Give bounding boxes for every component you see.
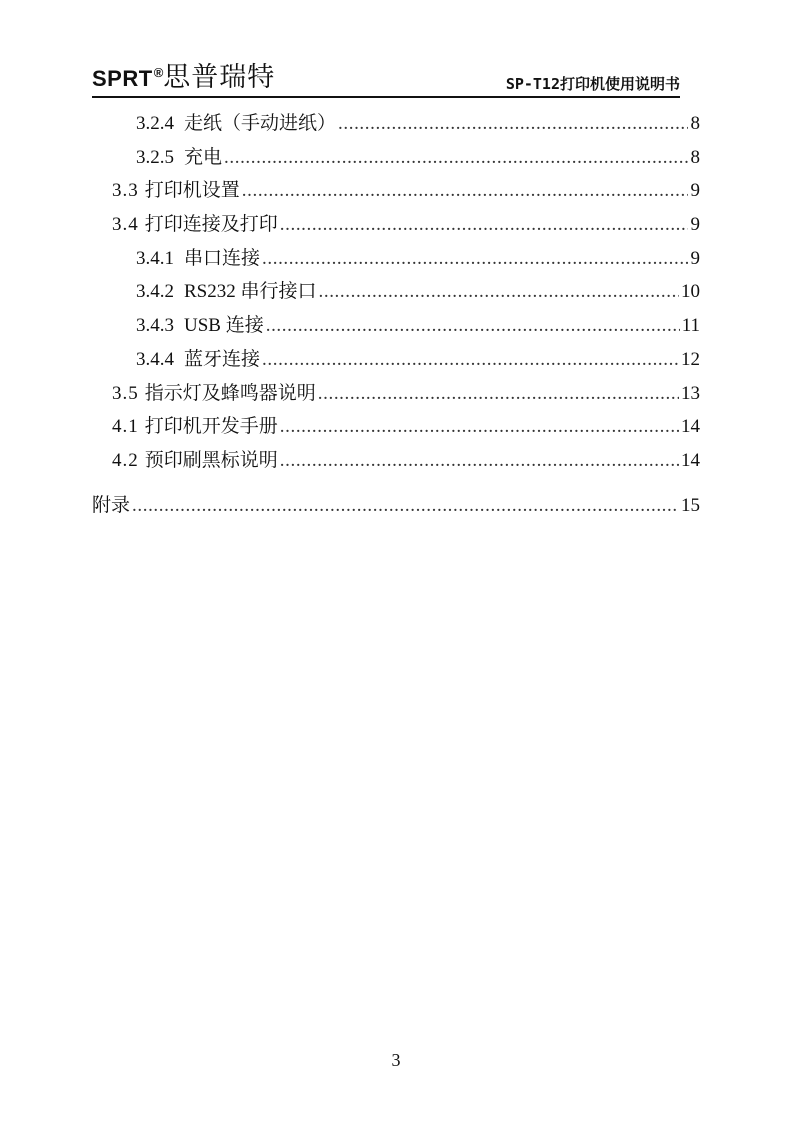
toc-entry[interactable]: [92, 309, 700, 343]
page-number: 3: [391, 1050, 401, 1070]
toc-entry[interactable]: [92, 242, 700, 276]
toc-entry-number: 3.4.1: [136, 247, 174, 269]
toc-entry-number: 4.1: [112, 416, 139, 438]
toc-entry-page: 12: [681, 348, 700, 370]
toc-entry[interactable]: [92, 410, 700, 444]
toc-entry[interactable]: [92, 174, 700, 208]
toc-entry-number: 3.5: [112, 382, 139, 404]
sprt-logo: [92, 55, 275, 94]
toc-entry-number: 3.2.5: [136, 146, 174, 168]
toc-entry-page: 8: [690, 113, 700, 134]
toc-entry-page: 13: [681, 382, 700, 404]
toc-entry-page: 15: [681, 494, 700, 516]
toc-entry-title: 串口连接: [184, 247, 261, 269]
toc-entry-title: 附录: [92, 494, 131, 516]
toc-entry-title: RS232 串行接口: [184, 281, 317, 303]
document-title: SP-T12打印机使用说明书: [505, 75, 680, 93]
toc-entry[interactable]: [92, 275, 700, 309]
toc-dot-leader: [338, 107, 688, 141]
toc-dot-leader: [242, 174, 688, 208]
toc-entry-title: 打印机开发手册: [144, 416, 278, 438]
toc-entry[interactable]: [92, 107, 700, 141]
toc-dot-leader: [318, 377, 679, 411]
toc-entry[interactable]: [92, 444, 700, 478]
toc-entry-number: 3.4.3: [136, 315, 174, 337]
toc-dot-leader: [262, 242, 688, 276]
toc-entry-page: 9: [690, 214, 700, 236]
toc-entry-number: 3.4.2: [136, 281, 174, 303]
toc-entry-page: 8: [690, 146, 700, 168]
toc-entry[interactable]: [92, 208, 700, 242]
toc-entry-number: 4.2: [112, 449, 139, 471]
table-of-contents: [92, 107, 700, 522]
toc-entry-title: 指示灯及蜂鸣器说明: [144, 382, 316, 404]
page-header: [92, 58, 680, 98]
logo-chinese-text: 思普瑞特: [163, 62, 276, 92]
toc-entry-number: 3.4: [112, 214, 139, 236]
toc-dot-leader: [132, 489, 679, 523]
toc-entry-page: 14: [681, 416, 700, 438]
toc-entry-page: 9: [690, 247, 700, 269]
toc-entry-number: 3.2.4: [136, 113, 174, 134]
toc-dot-leader: [280, 444, 679, 478]
toc-entry-title: 打印连接及打印: [144, 214, 278, 236]
logo-latin-text: SPRT: [92, 66, 153, 91]
toc-entry-title: USB 连接: [184, 315, 264, 337]
toc-dot-leader: [224, 141, 688, 175]
toc-entry-page: 9: [690, 180, 700, 202]
toc-entry-title: 蓝牙连接: [184, 348, 261, 370]
toc-entry-title: 预印刷黑标说明: [144, 449, 278, 471]
toc-entry-title: 充电: [184, 146, 223, 168]
toc-entry-title: 走纸（手动进纸）: [184, 113, 337, 134]
toc-entry-page: 14: [681, 449, 700, 471]
registered-mark: ®: [153, 65, 164, 80]
toc-dot-leader: [266, 309, 680, 343]
toc-entry[interactable]: [92, 141, 700, 175]
toc-dot-leader: [280, 410, 679, 444]
toc-entry-page: 10: [681, 281, 700, 303]
toc-entry[interactable]: [92, 343, 700, 377]
toc-entry-number: 3.3: [112, 180, 139, 202]
toc-entry[interactable]: [92, 377, 700, 411]
toc-dot-leader: [280, 208, 688, 242]
toc-dot-leader: [262, 343, 679, 377]
toc-entry-title: 打印机设置: [144, 180, 240, 202]
toc-entry[interactable]: [92, 489, 700, 523]
toc-entry-page: 11: [681, 315, 700, 337]
toc-dot-leader: [319, 275, 680, 309]
toc-entry-number: 3.4.4: [136, 348, 174, 370]
